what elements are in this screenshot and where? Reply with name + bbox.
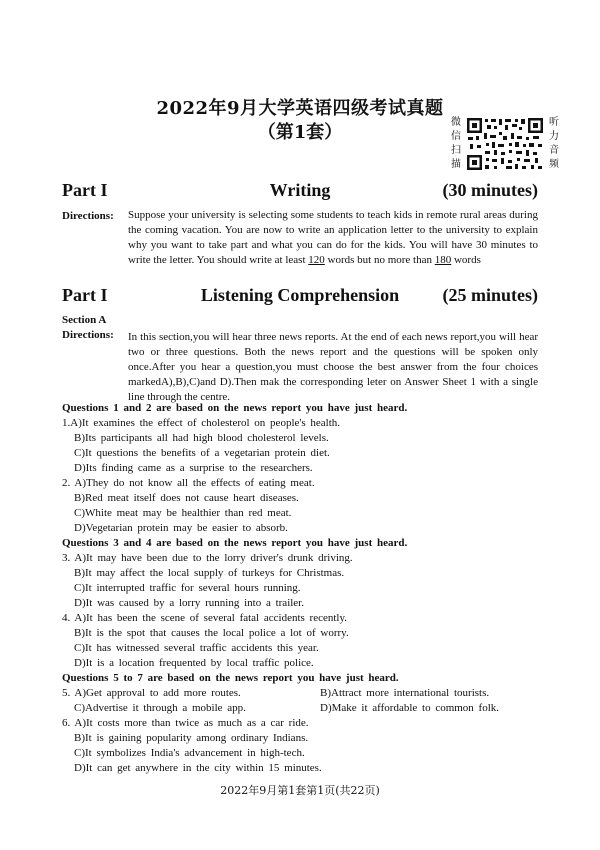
page-footer: 2022年9月第1套第1页(共22页) bbox=[220, 784, 380, 797]
question-line-text: Questions 3 and 4 are based on the news report you have just heard. bbox=[62, 537, 408, 549]
part1-header bbox=[62, 180, 538, 204]
question-line-text: B)It may affect the local supply of turkeys for Christmas. bbox=[74, 567, 345, 579]
qr-code-icon bbox=[465, 116, 545, 172]
question-line-text: 6. A)It costs more than twice as much as a car ride. bbox=[62, 717, 309, 729]
exam-title: 2022年9月大学英语四级考试真题 bbox=[156, 98, 444, 119]
question-line-text: C)It questions the benefits of a vegetarian protein diet. bbox=[74, 447, 330, 459]
question-line bbox=[62, 416, 542, 431]
question-line-text: 3. A)It may have been due to the lorry driver's drunk driving. bbox=[62, 552, 353, 564]
question-line bbox=[62, 611, 542, 626]
question-line bbox=[62, 566, 542, 581]
part1-label: Part I bbox=[62, 180, 108, 200]
part2-directions: In this section,you will hear three news reports. At the end of each news report,you will hear two or three questions. Both the news report and the questions will be spoken only once.After you hear a question,you must choose the best answer from the four choices markedA),B),C)and D).Then mak the corresponding leter on Answer Sheet 1 with a single line through the centre. bbox=[128, 331, 538, 403]
question-line-text: C)It symbolizes India's advancement in high-tech. bbox=[74, 747, 305, 759]
part2-header bbox=[62, 285, 538, 309]
question-line-text: C)White meat may be healthier than red meat. bbox=[74, 507, 292, 519]
question-list bbox=[62, 401, 542, 776]
part1-directions-pre: Suppose your university is selecting some students to teach kids in remote rural areas during the coming vacation. You are now to write an application letter to the university to explain why you want to take part and what you can do for the kids. You will have 30 minutes to write the letter. You should write at least bbox=[128, 209, 538, 266]
question-line bbox=[62, 746, 542, 761]
question-line bbox=[62, 581, 542, 596]
question-line bbox=[62, 686, 542, 701]
part2-directions-label: Directions: bbox=[62, 329, 114, 341]
min-words: 120 bbox=[308, 254, 325, 266]
part1-time: (30 minutes) bbox=[442, 180, 538, 200]
question-group-heading bbox=[62, 671, 542, 686]
question-line-text: D)It is a location frequented by local traffic police. bbox=[74, 657, 314, 669]
qr-label-left: 微信扫描 bbox=[451, 117, 461, 170]
question-line-text: Questions 1 and 2 are based on the news report you have just heard. bbox=[62, 402, 408, 414]
question-line-text: C)Advertise it through a mobile app. bbox=[74, 702, 246, 714]
question-line bbox=[62, 476, 542, 491]
part1-title: Writing bbox=[269, 180, 331, 200]
section-a-label: Section A bbox=[62, 314, 107, 326]
part1-directions-mid: words but no more than bbox=[324, 254, 435, 266]
question-line-text: B)Red meat itself does not cause heart diseases. bbox=[74, 492, 299, 504]
question-line-col2: B)Attract more international tourists. bbox=[320, 687, 490, 699]
question-line-text: D)It was caused by a lorry running into a trailer. bbox=[74, 597, 304, 609]
question-line bbox=[62, 431, 542, 446]
question-line bbox=[62, 461, 542, 476]
question-line bbox=[62, 731, 542, 746]
question-line bbox=[62, 551, 542, 566]
question-line bbox=[62, 521, 542, 536]
question-line-text: 2. A)They do not know all the effects of eating meat. bbox=[62, 477, 315, 489]
question-line bbox=[62, 596, 542, 611]
question-line-text: 4. A)It has been the scene of several fatal accidents recently. bbox=[62, 612, 347, 624]
question-line-text: D)It can get anywhere in the city within 15 minutes. bbox=[74, 762, 322, 774]
exam-subtitle: （第1套） bbox=[257, 122, 343, 143]
part1-directions-label: Directions: bbox=[62, 210, 114, 222]
question-line-text: 1.A)It examines the effect of cholesterol on people's health. bbox=[62, 417, 341, 429]
question-line bbox=[62, 761, 542, 776]
question-line-text: B)It is gaining popularity among ordinary Indians. bbox=[74, 732, 309, 744]
part2-label: Part I bbox=[62, 285, 108, 305]
part1-directions bbox=[128, 208, 538, 268]
question-line bbox=[62, 656, 542, 671]
qr-label-right: 听力音频 bbox=[549, 117, 559, 170]
question-line bbox=[62, 626, 542, 641]
question-line-text: D)Vegetarian protein may be easier to absorb. bbox=[74, 522, 288, 534]
question-line-text: C)It has witnessed several traffic accidents this year. bbox=[74, 642, 319, 654]
question-line-text: Questions 5 to 7 are based on the news report you have just heard. bbox=[62, 672, 399, 684]
qr-block bbox=[449, 116, 561, 172]
question-line bbox=[62, 491, 542, 506]
part2-time: (25 minutes) bbox=[442, 285, 538, 305]
question-line-text: D)Its finding came as a surprise to the researchers. bbox=[74, 462, 313, 474]
question-group-heading bbox=[62, 536, 542, 551]
question-line-text: B)It is the spot that causes the local police a lot of worry. bbox=[74, 627, 349, 639]
question-line bbox=[62, 506, 542, 521]
question-group-heading bbox=[62, 401, 542, 416]
part2-title: Listening Comprehension bbox=[200, 285, 400, 305]
question-line bbox=[62, 716, 542, 731]
max-words: 180 bbox=[434, 254, 452, 266]
question-line-text: B)Its participants all had high blood cholesterol levels. bbox=[74, 432, 329, 444]
question-line bbox=[62, 701, 542, 716]
question-line-col2: D)Make it affordable to common folk. bbox=[320, 702, 500, 714]
question-line bbox=[62, 641, 542, 656]
part1-directions-post: words bbox=[451, 254, 481, 266]
question-line-text: C)It interrupted traffic for several hours running. bbox=[74, 582, 301, 594]
question-line bbox=[62, 446, 542, 461]
question-line-text: 5. A)Get approval to add more routes. bbox=[62, 687, 241, 699]
